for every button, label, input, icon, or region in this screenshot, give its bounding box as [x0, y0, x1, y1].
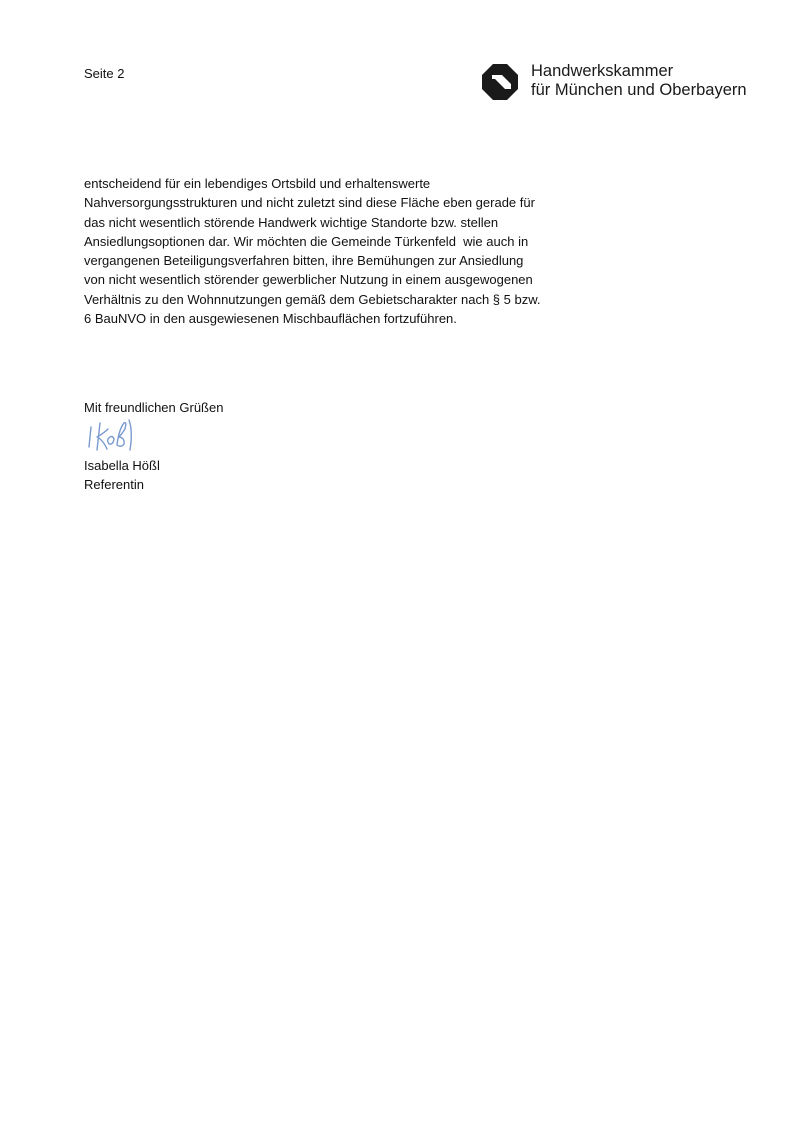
- body-line: Nahversorgungsstrukturen und nicht zuletzt sind diese Fläche eben gerade für: [84, 195, 535, 211]
- page-number: Seite 2: [84, 66, 125, 81]
- body-line: Ansiedlungsoptionen dar. Wir möchten die Gemeinde Türkenfeld wie auch in: [84, 233, 529, 249]
- body-line: das nicht wesentlich störende Handwerk wichtige Standorte bzw. stellen: [84, 214, 499, 230]
- letterhead: [482, 62, 782, 102]
- closing-greeting: Mit freundlichen Grüßen: [84, 400, 224, 415]
- signer-block: [84, 456, 160, 494]
- handwritten-signature: [86, 417, 138, 453]
- body-line: Verhältnis zu den Wohnnutzungen gemäß dem Gebietscharakter nach § 5 bzw.: [84, 291, 541, 307]
- body-line: 6 BauNVO in den ausgewiesenen Mischbauflächen fortzuführen.: [84, 311, 457, 327]
- body-line: entscheidend für ein lebendiges Ortsbild und erhaltenswerte: [84, 176, 431, 191]
- signer-title: Referentin: [84, 477, 144, 492]
- body-line: von nicht wesentlich störender gewerblicher Nutzung in einem ausgewogenen: [84, 272, 533, 288]
- organization-name-line-2: für München und Oberbayern: [531, 81, 747, 99]
- organization-name-line-1: Handwerkskammer: [531, 62, 674, 80]
- hwk-logo-icon: [482, 64, 518, 100]
- letter-body: [84, 174, 564, 328]
- organization-name: [531, 62, 747, 100]
- body-line: vergangenen Beteiligungsverfahren bitten, ihre Bemühungen zur Ansiedlung: [84, 253, 524, 269]
- signer-name: Isabella Hößl: [84, 458, 160, 473]
